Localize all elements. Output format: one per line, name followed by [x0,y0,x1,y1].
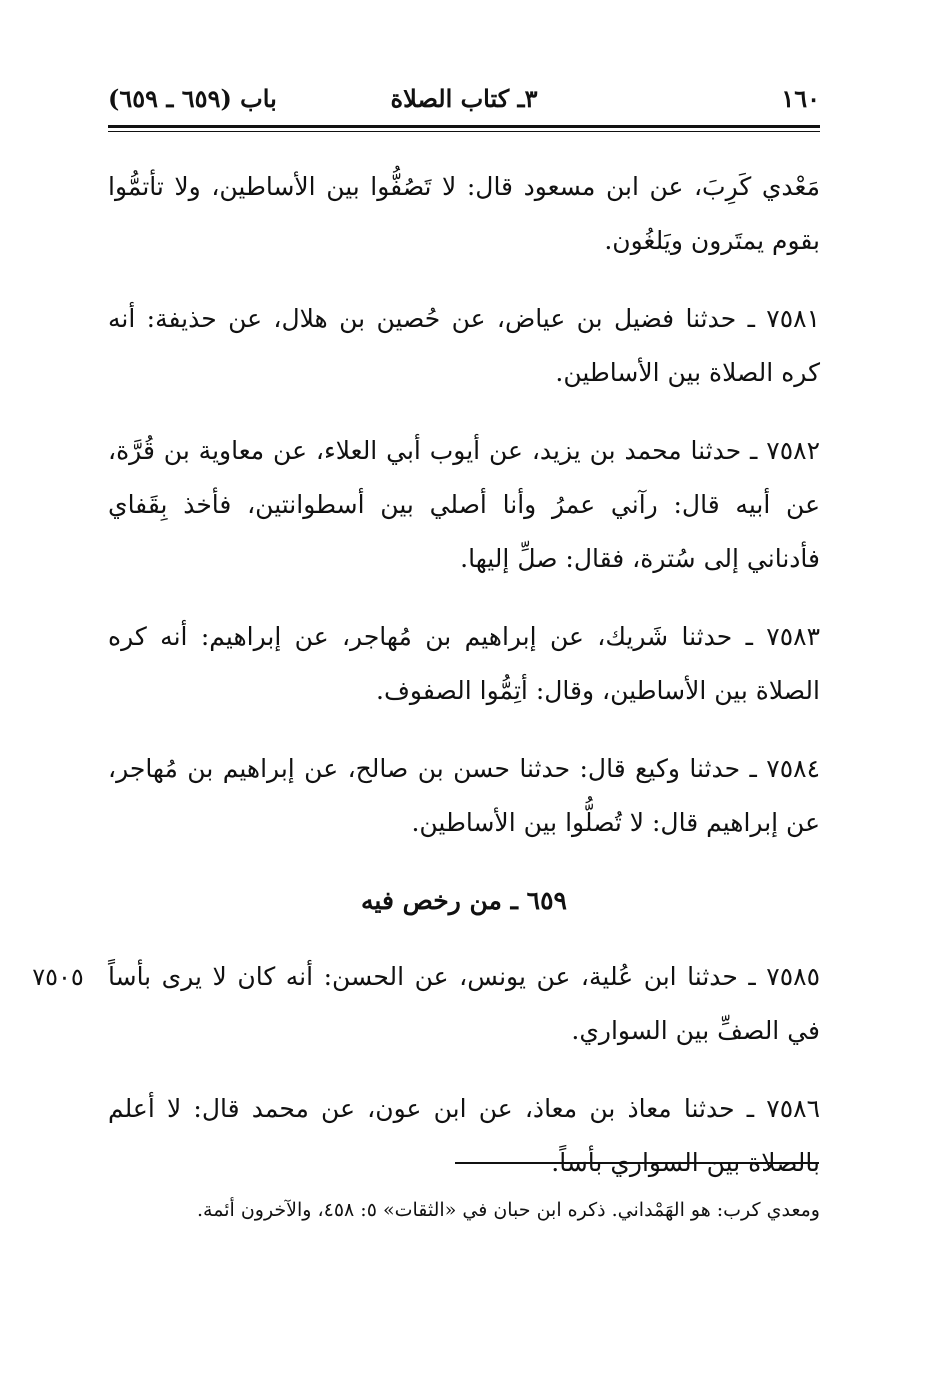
paragraph: ٧٥٨٣ ـ حدثنا شَريك، عن إبراهيم بن مُهاجر، عن إبراهيم: أنه كره الصلاة بين الأساطين، وقال: أتِمُّوا الصفوف. [108,622,820,705]
footnote: ومعدي كرب: هو الهَمْداني. ذكره ابن حبان في «الثقات» ٥: ٤٥٨، والآخرون أئمة. [197,1199,820,1221]
paragraph: ٧٥٨٤ ـ حدثنا وكيع قال: حدثنا حسن بن صالح، عن إبراهيم بن مُهاجر، عن إبراهيم قال: لا تُصلُّوا بين الأساطين. [108,754,820,837]
section-heading: ٦٥٩ ـ من رخص فيه [361,886,567,915]
header-rule-thin [108,131,820,132]
running-header [108,80,820,120]
book-title: ٣ـ كتاب الصلاة [390,84,538,113]
page-number: ١٦٠ [781,84,820,113]
paragraph: ٧٥٨٢ ـ حدثنا محمد بن يزيد، عن أيوب أبي العلاء، عن معاوية بن قُرَّة، عن أبيه قال: رآني عمرُ وأنا أصلي بين أسطوانتين، فأخذ بِقَفاي فأدناني إلى سُترة، فقال: صلِّ إليها. [108,436,820,573]
chapter-range: باب (٦٥٩ ـ ٦٥٩) [108,84,277,113]
main-text [32,160,820,1214]
margin-cross-reference: ٧٥٠٥ [32,963,84,991]
header-rule [108,125,820,128]
paragraph: ٧٥٨٦ ـ حدثنا معاذ بن معاذ، عن ابن عون، عن محمد قال: لا أعلم بالصلاة بين السواري بأساً. [108,1094,820,1177]
paragraph: مَعْدي كَرِبَ، عن ابن مسعود قال: لا تَصُفُّوا بين الأساطين، ولا تأتمُّوا بقوم يمتَرون ويَلغُون. [108,172,820,255]
paragraph-with-margin-note [32,950,820,1058]
paragraph: ٧٥٨١ ـ حدثنا فضيل بن عياض، عن حُصين بن هلال، عن حذيفة: أنه كره الصلاة بين الأساطين. [108,304,820,387]
paragraph: ٧٥٨٥ ـ حدثنا ابن عُلية، عن يونس، عن الحسن: أنه كان لا يرى بأساً في الصفِّ بين السواري. [108,962,820,1045]
footnote-rule [455,1162,819,1164]
